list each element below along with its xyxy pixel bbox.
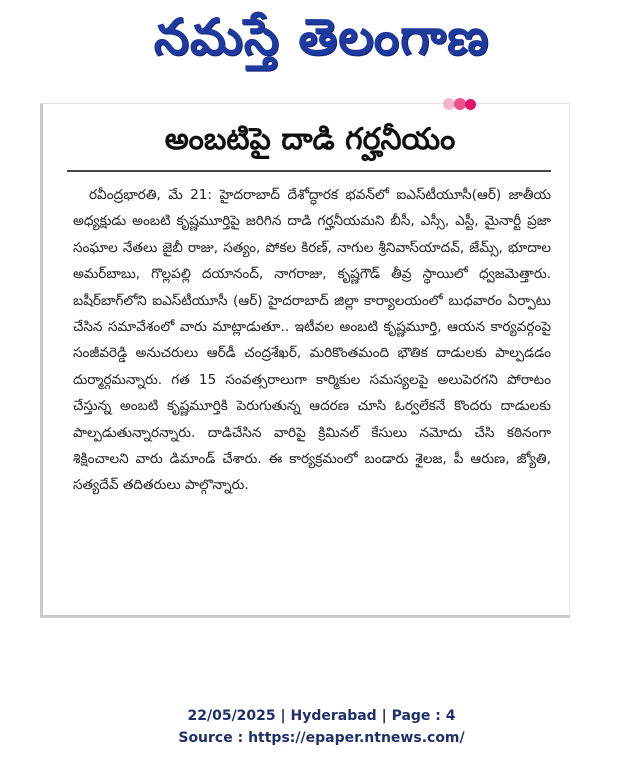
article-body: రవీంద్రభారతి, మే 21: హైదరాబాద్ దేశోద్ధారక భవన్‌లో ఐఎస్‌టీయూసీ(ఆర్) జాతీయ అధ్యక్షుడు అంబటి కృష్ణమూర్తిపై జరిగిన దాడి గర్హనీయమని బీసీ, ఎస్సీ, ఎస్టీ, మైనార్టీ ప్రజా సంఘాల నేతలు జైబీ రాజు, సత్యం, పోకల కిరణ్, నాగుల శ్రీనివాస్‌యాదవ్, జేమ్స్, భూదాల అమర్‌బాబు, గొల్లపల్లి దయానంద్, నాగరాజు, కృష్ణగౌడ్ తీవ్ర స్థాయిలో ధ్వజమెత్తారు. బషీర్‌బాగ్‌లోని ఐఎస్‌టీయూసీ (ఆర్) హైదరాబాద్ జిల్లా కార్యాలయంలో బుధవారం ఏర్పాటు చేసిన సమావేశంలో వారు మాట్లాడుతూ.. ఇటీవల అంబటి కృష్ణమూర్తి, ఆయన కార్యవర్గంపై సంజీవరెడ్డి అనుచరులు ఆర్‌డీ చంద్రశేఖర్, మరికొంతమంది భౌతిక దాడులకు పాల్పడడం దుర్మార్గమన్నారు. గత 15 సంవత్సరాలుగా కార్మికుల సమస్యలపై అలుపెరగని పోరాటం చేస్తున్న అంబటి కృష్ణమూర్తికి పెరుగుతున్న ఆదరణ చూసి ఓర్వలేకనే కొందరు దాడులకు పాల్పడుతున్నారన్నారు. దాడిచేసిన వారిపై క్రిమినల్ కేసులు నమోదు చేసి కఠినంగా శిక్షించాలని వారు డిమాండ్ చేశారు. ఈ కార్యక్రమంలో బండారు శైలజ, పీ ఆరుణ, జ్యోతి, సత్యదేవ్ తదితరులు పాల్గొన్నారు. (73, 187, 551, 494)
decorative-dots-icon (443, 98, 477, 110)
footer-date-edition: 22/05/2025 | Hyderabad | Page : 4 (187, 708, 456, 724)
headline-divider (67, 170, 551, 172)
article-clipping (40, 103, 570, 618)
newspaper-masthead: నమస్తే తెలంగాణ (153, 8, 490, 66)
article-headline: అంబటిపై దాడి గర్హనీయం (164, 122, 456, 157)
footer-source: Source : https://epaper.ntnews.com/ (178, 730, 465, 746)
dot-dark (465, 99, 476, 110)
